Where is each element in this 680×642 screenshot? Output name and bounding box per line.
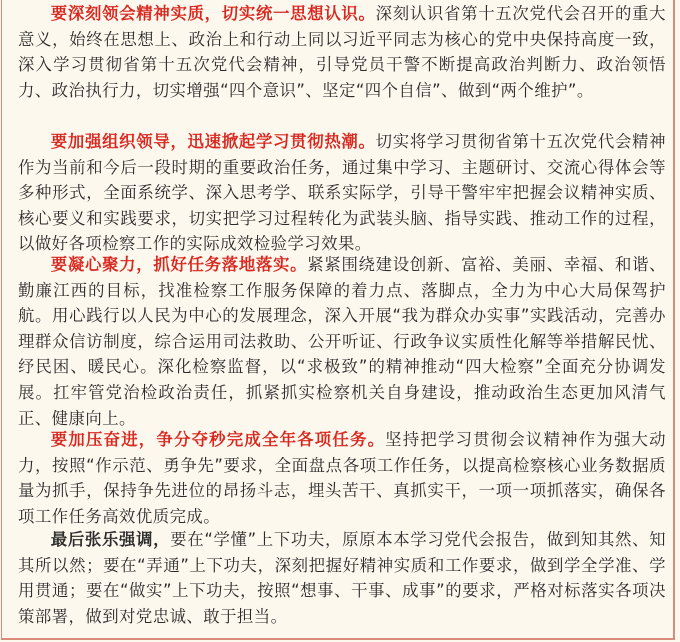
paragraph-2	[18, 129, 666, 257]
paragraph-1	[18, 1, 666, 103]
paragraph-4-heading: 要加压奋进，争分夺秒完成全年各项任务。	[50, 430, 386, 449]
paragraph-4	[18, 427, 666, 529]
paragraph-1-heading: 要深刻领会精神实质，切实统一思想认识。	[50, 4, 376, 23]
paragraph-3	[18, 252, 666, 431]
paragraph-3-text: 紧紧围绕建设创新、富裕、美丽、幸福、和谐、勤廉江西的目标，找准检察工作服务保障的着力点、落脚点，全力为中心大局保驾护航。用心践行以人民为中心的发展理念，深入开展“我为群众办实事”实践活动，完善办理群众信访制度，综合运用司法救助、公开听证、行政争议实质性化解等举措解民忧、纾民困、暖民心。深化检察监督，以“求极致”的精神推动“四大检察”全面充分协调发展。扛牢管党治检政治责任，抓紧抓实检察机关自身建设，推动政治生态更加风清气正、健康向上。	[18, 255, 667, 428]
paragraph-3-heading: 要凝心聚力，抓好任务落地落实。	[50, 255, 308, 274]
paragraph-2-heading: 要加强组织领导，迅速掀起学习贯彻热潮。	[50, 132, 376, 151]
paragraph-5-text: 要在“学懂”上下功夫，原原本本学习党代会报告，做到知其然、知其所以然；要在“弄通”上下功夫，深刻把握好精神实质和工作要求，做到学全学准、学用贯通；要在“做实”上下功夫，按照“想事、干事、成事”的要求，严格对标落实各项决策部署，做到对党忠诚、敢于担当。	[18, 530, 666, 626]
paragraph-5	[18, 527, 666, 629]
paragraph-5-heading: 最后张乐强调，	[50, 530, 171, 549]
paragraph-4-text: 坚持把学习贯彻会议精神作为强大动力，按照“作示范、勇争先”要求，全面盘点各项工作任务，以提高检察核心业务数据质量为抓手，保持争先进位的昂扬斗志，埋头苦干、真抓实干，一项一项抓落实，确保各项工作任务高效优质完成。	[18, 430, 666, 526]
paragraph-1-text: 深刻认识省第十五次党代会召开的重大意义，始终在思想上、政治上和行动上同以习近平同志为核心的党中央保持高度一致，深入学习贯彻省第十五次党代会精神，引导党员干警不断提高政治判断力、政治领悟力、政治执行力，切实增强“四个意识”、坚定“四个自信”、做到“两个维护”。	[18, 4, 666, 100]
paragraph-2-text: 切实将学习贯彻省第十五次党代会精神作为当前和今后一段时期的重要政治任务，通过集中学习、主题研讨、交流心得体会等多种形式，全面系统学、深入思考学、联系实际学，引导干警牢牢把握会议精神实质、核心要义和实践要求，切实把学习过程转化为武装头脑、指导实践、推动工作的过程，以做好各项检察工作的实际成效检验学习效果。	[18, 132, 666, 254]
